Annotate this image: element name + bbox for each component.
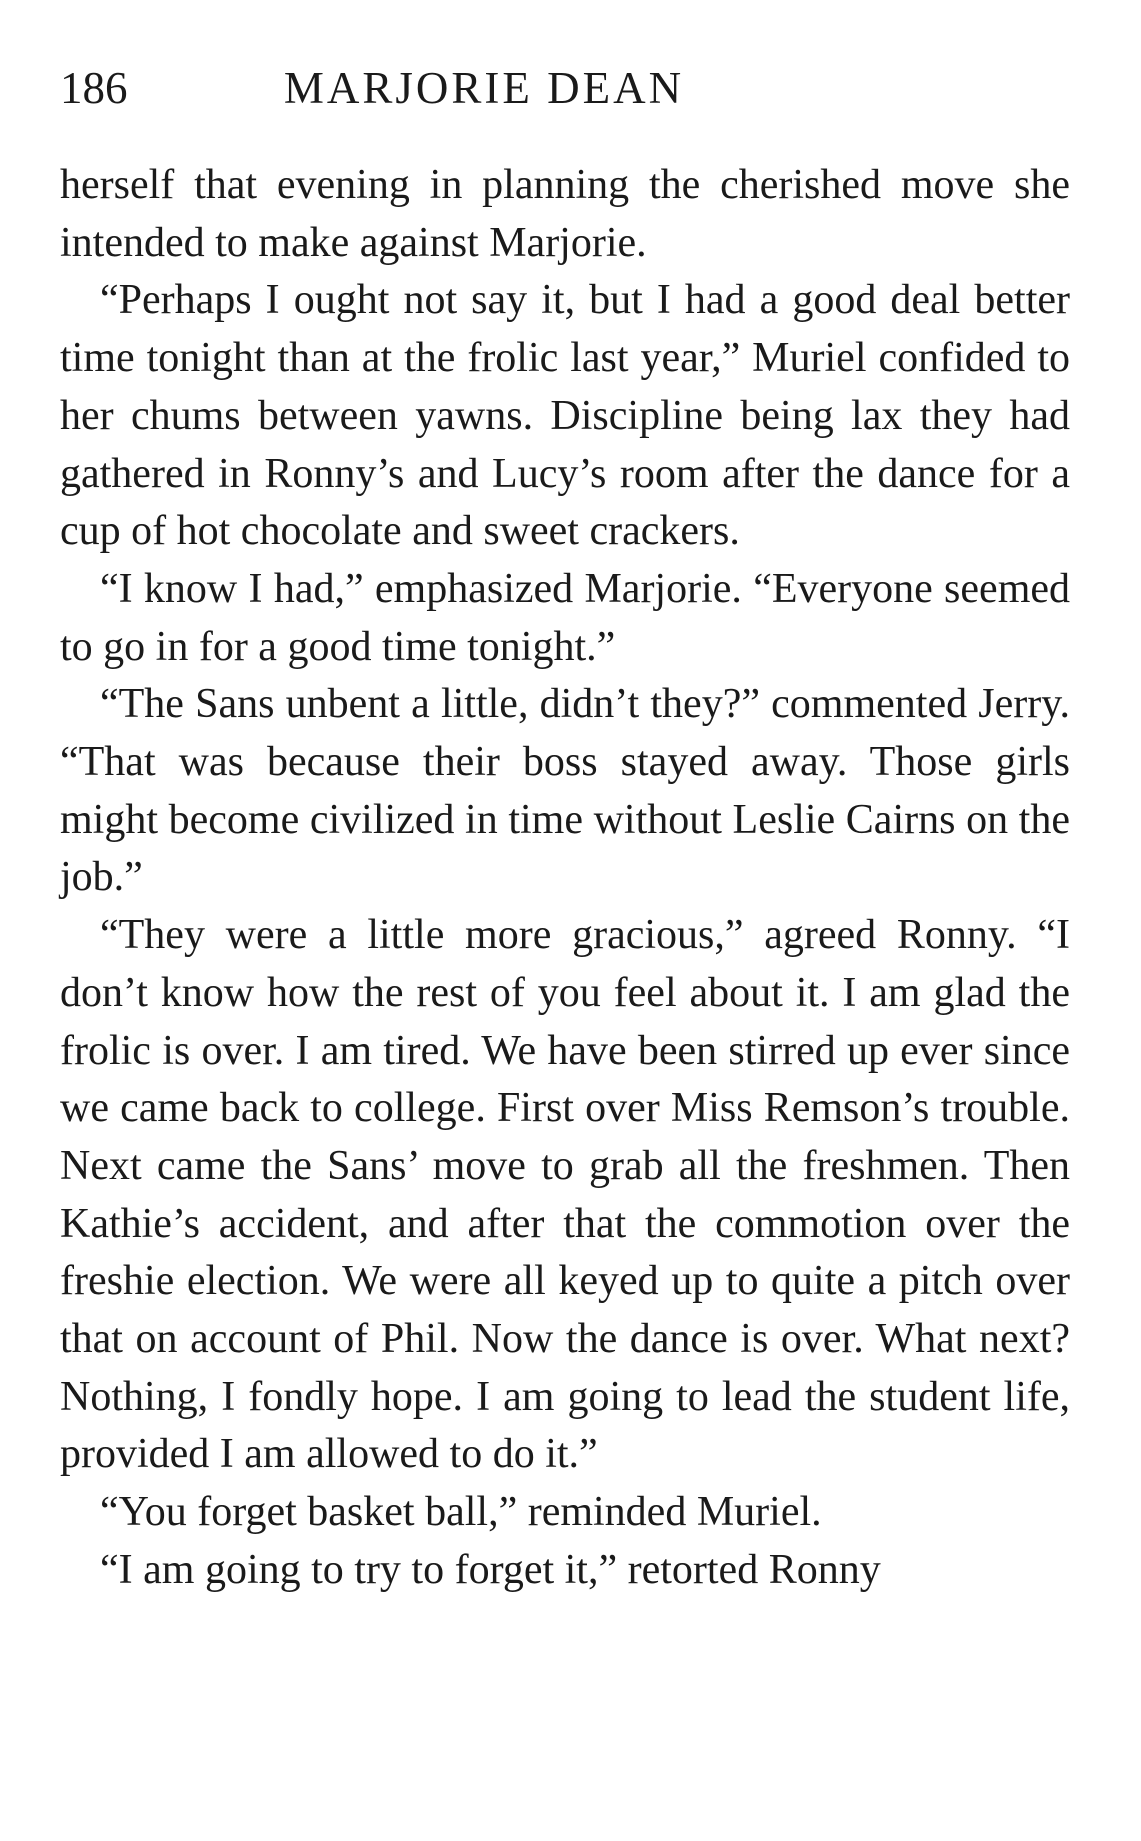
paragraph: “Perhaps I ought not say it, but I had a good deal better time tonight than at the frolic last year,” Muriel confided to her chums between yawns. Discipline being lax they had gathered in Ronny’s and Lucy’s room after the dance for a cup of hot chocolate and sweet crackers. [60,277,1070,555]
page-number: 186 [60,63,128,113]
paragraph: herself that evening in planning the cherished move she intended to make against Marjorie. [60,162,1070,266]
paragraph: “They were a little more gracious,” agreed Ronny. “I don’t know how the rest of you feel about it. I am glad the frolic is over. I am tired. We have been stirred up ever since we came back to college. First over Miss Remson’s trouble. Next came the Sans’ move to grab all the freshmen. Then Kathie’s accident, and after that the commotion over the freshie election. We were all keyed up to quite a pitch over that on account of Phil. Now the dance is over. What next? Nothing, I fondly hope. I am going to lead the student life, provided I am allowed to do it.” [60,912,1070,1478]
running-title: MARJORIE DEAN [283,63,685,113]
body-text [60,157,1070,1600]
paragraph: “You forget basket ball,” reminded Muriel. [100,1489,822,1536]
paragraph: “I am going to try to forget it,” retorted Ronny [100,1546,881,1593]
paragraph: “The Sans unbent a little, didn’t they?” commented Jerry. “That was because their boss stayed away. Those girls might become civilized in time without Leslie Cairns on the job.” [60,681,1070,901]
paragraph: “I know I had,” emphasized Marjorie. “Everyone seemed to go in for a good time tonight.” [60,565,1070,670]
page-header [56,58,1066,118]
